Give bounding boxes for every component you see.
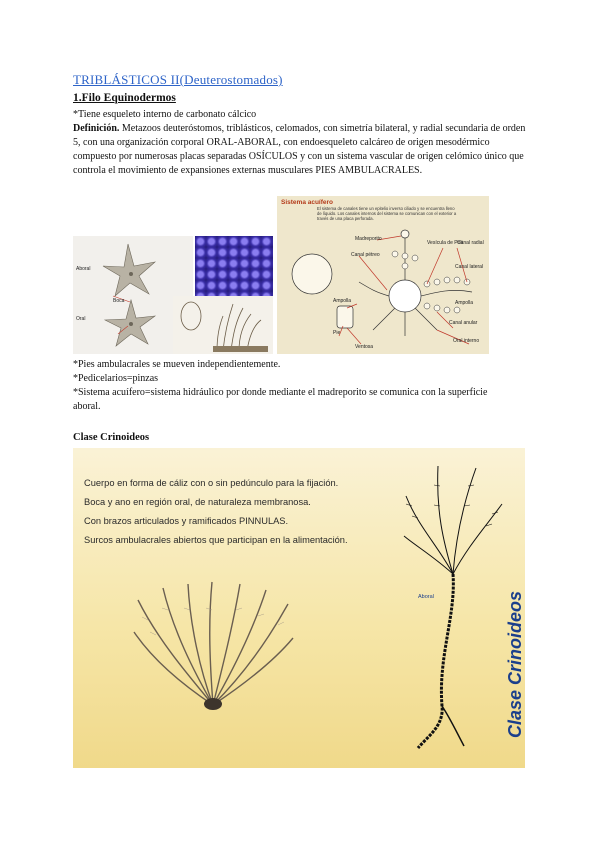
- label-canal-anular: Canal anular: [449, 320, 478, 326]
- definition-label: Definición.: [73, 123, 120, 134]
- label-madreporito: Madreporito: [355, 236, 382, 242]
- note-sistema-acuifero: *Sistema acuífero=sistema hidráulico por donde mediante el madreporito se comunica con la superficie aboral.: [73, 387, 488, 412]
- section-heading-equinodermos: 1.Filo Equinodermos: [73, 92, 176, 104]
- star-label-aboral: Aboral: [76, 266, 91, 272]
- crinoid-feature: Cuerpo en forma de cáliz con o sin pedúnculo para la fijación.: [84, 478, 339, 488]
- crinoid-feature-list: [84, 474, 348, 550]
- crinoid-vertical-title: Clase Crinoideos: [505, 590, 525, 738]
- section-heading-crinoideos: Clase Crinoideos: [73, 432, 150, 443]
- water-vascular-system-diagram: [277, 196, 489, 354]
- label-canal-petreo: Canal pétreo: [351, 252, 380, 258]
- crinoid-slide: [73, 448, 525, 768]
- star-label-boca: Boca: [113, 298, 125, 304]
- label-aboral: Aboral: [418, 594, 434, 600]
- crinoid-feature: Surcos ambulacrales abiertos que participan en la alimentación.: [84, 535, 348, 545]
- acuifero-title: Sistema acuífero: [281, 199, 334, 206]
- label-ventosa: Ventosa: [355, 344, 374, 350]
- feather-star-illustration: [128, 580, 298, 715]
- definition-text: Metazoos deuteróstomos, triblásticos, celomados, con simetría bilateral, y radial secundaria de orden 5, con una organización corporal ORAL-ABORAL, con endoesqueleto calcáreo de origen mesodérmico compuesto por numerosas placas separadas OSÍCULOS y con un sistema vascular de origen celómico único que controla el movimiento de expansiones externas musculares PIES AMBULACRALES.: [73, 123, 526, 176]
- label-oral-interno: Oral interno: [453, 338, 480, 344]
- label-ampolla-2: Ampolla: [455, 300, 474, 306]
- label-canal-radial: Canal radial: [457, 240, 484, 246]
- intro-line: *Tiene esqueleto interno de carbonato cálcico: [73, 109, 257, 120]
- label-pie: Pie: [333, 330, 341, 336]
- crinoid-feature: Boca y ano en región oral, de naturaleza membranosa.: [84, 497, 311, 507]
- label-canal-lateral: Canal lateral: [455, 264, 484, 270]
- echinoderm-figure: [73, 196, 489, 354]
- label-vesicula-poli: Vesícula de Poli: [427, 240, 463, 246]
- note-pedicelarios: *Pedicelarios=pinzas: [73, 373, 159, 384]
- ossicle-pattern-image: [195, 236, 273, 296]
- note-pies-ambulacrales: *Pies ambulacrales se mueven independientemente.: [73, 359, 281, 370]
- star-label-oral: Oral: [76, 316, 86, 322]
- acuifero-caption: El sistema de canales tiene un epitelio inverso ciliado y se encuentra lleno de líquido. Los canales internos del sistema se comunican con el exterior a través de una placa perforada.: [317, 206, 457, 221]
- page-title: TRIBLÁSTICOS II(Deuterostomados): [73, 72, 283, 87]
- tube-feet-sketch: [173, 296, 273, 354]
- crinoid-feature: Con brazos articulados y ramificados PINNULAS.: [84, 516, 289, 526]
- definition-paragraph: [73, 122, 528, 178]
- label-ampolla: Ampolla: [333, 298, 352, 304]
- stalked-crinoid-illustration: [398, 456, 508, 756]
